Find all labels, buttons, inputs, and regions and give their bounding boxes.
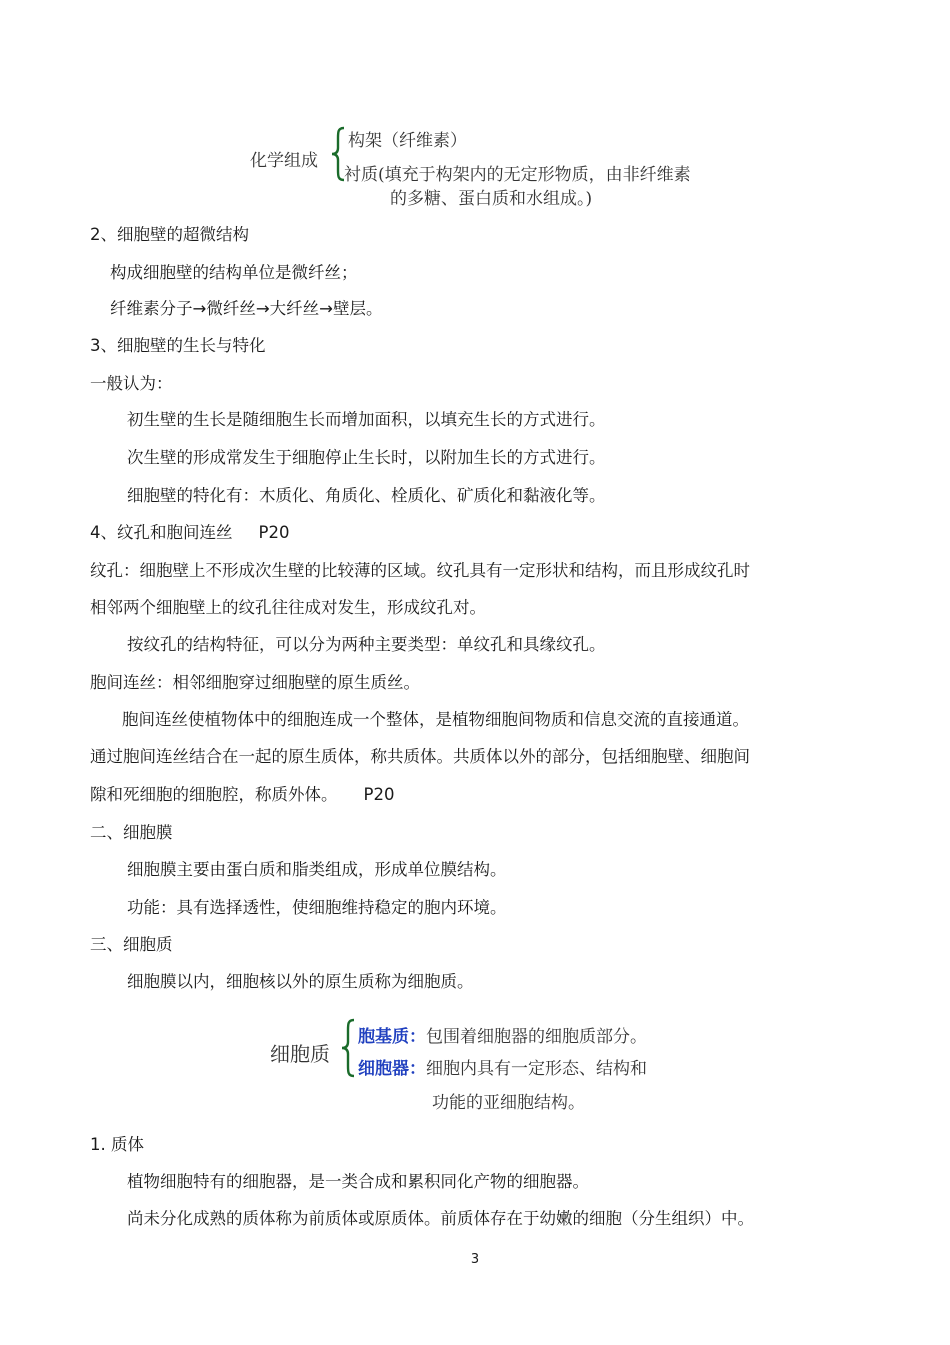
paragraph-line: 尚未分化成熟的质体称为前质体或原质体。前质体存在于幼嫩的细胞（分生组织）中。: [127, 1209, 754, 1228]
diagram-label: 化学组成: [250, 151, 318, 171]
section-heading: [90, 522, 289, 544]
paragraph-line: 一般认为：: [90, 374, 173, 393]
brace-icon: [340, 1018, 356, 1078]
section-heading: 1. 质体: [90, 1135, 144, 1154]
cytoplasm-diagram: [270, 1016, 710, 1116]
paragraph-line: 胞间连丝：相邻细胞穿过细胞壁的原生质丝。: [90, 673, 420, 692]
section-heading-text: 4、纹孔和胞间连丝: [90, 523, 233, 542]
cell-wall-composition-diagram: [250, 122, 770, 212]
paragraph-line: 细胞膜主要由蛋白质和脂类组成，形成单位膜结构。: [127, 860, 507, 879]
diagram-item-cytosol: [358, 1022, 647, 1047]
term-definition: 细胞内具有一定形态、结构和: [426, 1059, 647, 1079]
diagram-item-matrix: 衬质(填充于构架内的无定形物质，由非纤维素: [344, 165, 691, 185]
section-heading: 二、细胞膜: [90, 823, 173, 842]
paragraph-line: 植物细胞特有的细胞器，是一类合成和累积同化产物的细胞器。: [127, 1172, 589, 1191]
paragraph-line: 通过胞间连丝结合在一起的原生质体，称共质体。共质体以外的部分，包括细胞壁、细胞间: [90, 747, 750, 766]
paragraph-line: 细胞膜以内，细胞核以外的原生质称为细胞质。: [127, 972, 474, 991]
paragraph-line: 按纹孔的结构特征，可以分为两种主要类型：单纹孔和具缘纹孔。: [127, 635, 606, 654]
term-definition: 包围着细胞器的细胞质部分。: [426, 1027, 647, 1047]
paragraph-line: 纹孔：细胞壁上不形成次生壁的比较薄的区域。纹孔具有一定形状和结构，而且形成纹孔时: [90, 561, 750, 580]
paragraph-line: 胞间连丝使植物体中的细胞连成一个整体，是植物细胞间物质和信息交流的直接通道。: [122, 710, 749, 729]
paragraph-line: 功能：具有选择透性，使细胞维持稳定的胞内环境。: [127, 898, 507, 917]
page-number: 3: [470, 1252, 480, 1267]
term-label: 胞基质：: [358, 1027, 426, 1047]
term-definition-cont: 功能的亚细胞结构。: [432, 1093, 585, 1113]
term-label: 细胞器：: [358, 1059, 426, 1079]
paragraph-line: 相邻两个细胞壁上的纹孔往往成对发生，形成纹孔对。: [90, 598, 486, 617]
paragraph-text: 隙和死细胞的细胞腔，称质外体。: [90, 785, 338, 804]
page-reference: P20: [363, 785, 395, 804]
diagram-item-organelle: [358, 1054, 647, 1079]
diagram-item-framework: 构架（纤维素）: [348, 131, 467, 151]
paragraph-line: 构成细胞壁的结构单位是微纤丝；: [110, 263, 358, 282]
paragraph-line: 初生壁的生长是随细胞生长而增加面积，以填充生长的方式进行。: [127, 410, 606, 429]
diagram-label: 细胞质: [270, 1042, 330, 1066]
section-heading: 2、细胞壁的超微结构: [90, 225, 249, 244]
paragraph-line: 纤维素分子→微纤丝→大纤丝→壁层。: [110, 299, 383, 318]
paragraph-line: [90, 784, 394, 806]
paragraph-line: 细胞壁的特化有：木质化、角质化、栓质化、矿质化和黏液化等。: [127, 486, 606, 505]
page-reference: P20: [258, 523, 290, 542]
paragraph-line: 次生壁的形成常发生于细胞停止生长时，以附加生长的方式进行。: [127, 448, 606, 467]
section-heading: 三、细胞质: [90, 935, 173, 954]
diagram-item-matrix-cont: 的多糖、蛋白质和水组成。): [390, 189, 593, 209]
section-heading: 3、细胞壁的生长与特化: [90, 336, 266, 355]
